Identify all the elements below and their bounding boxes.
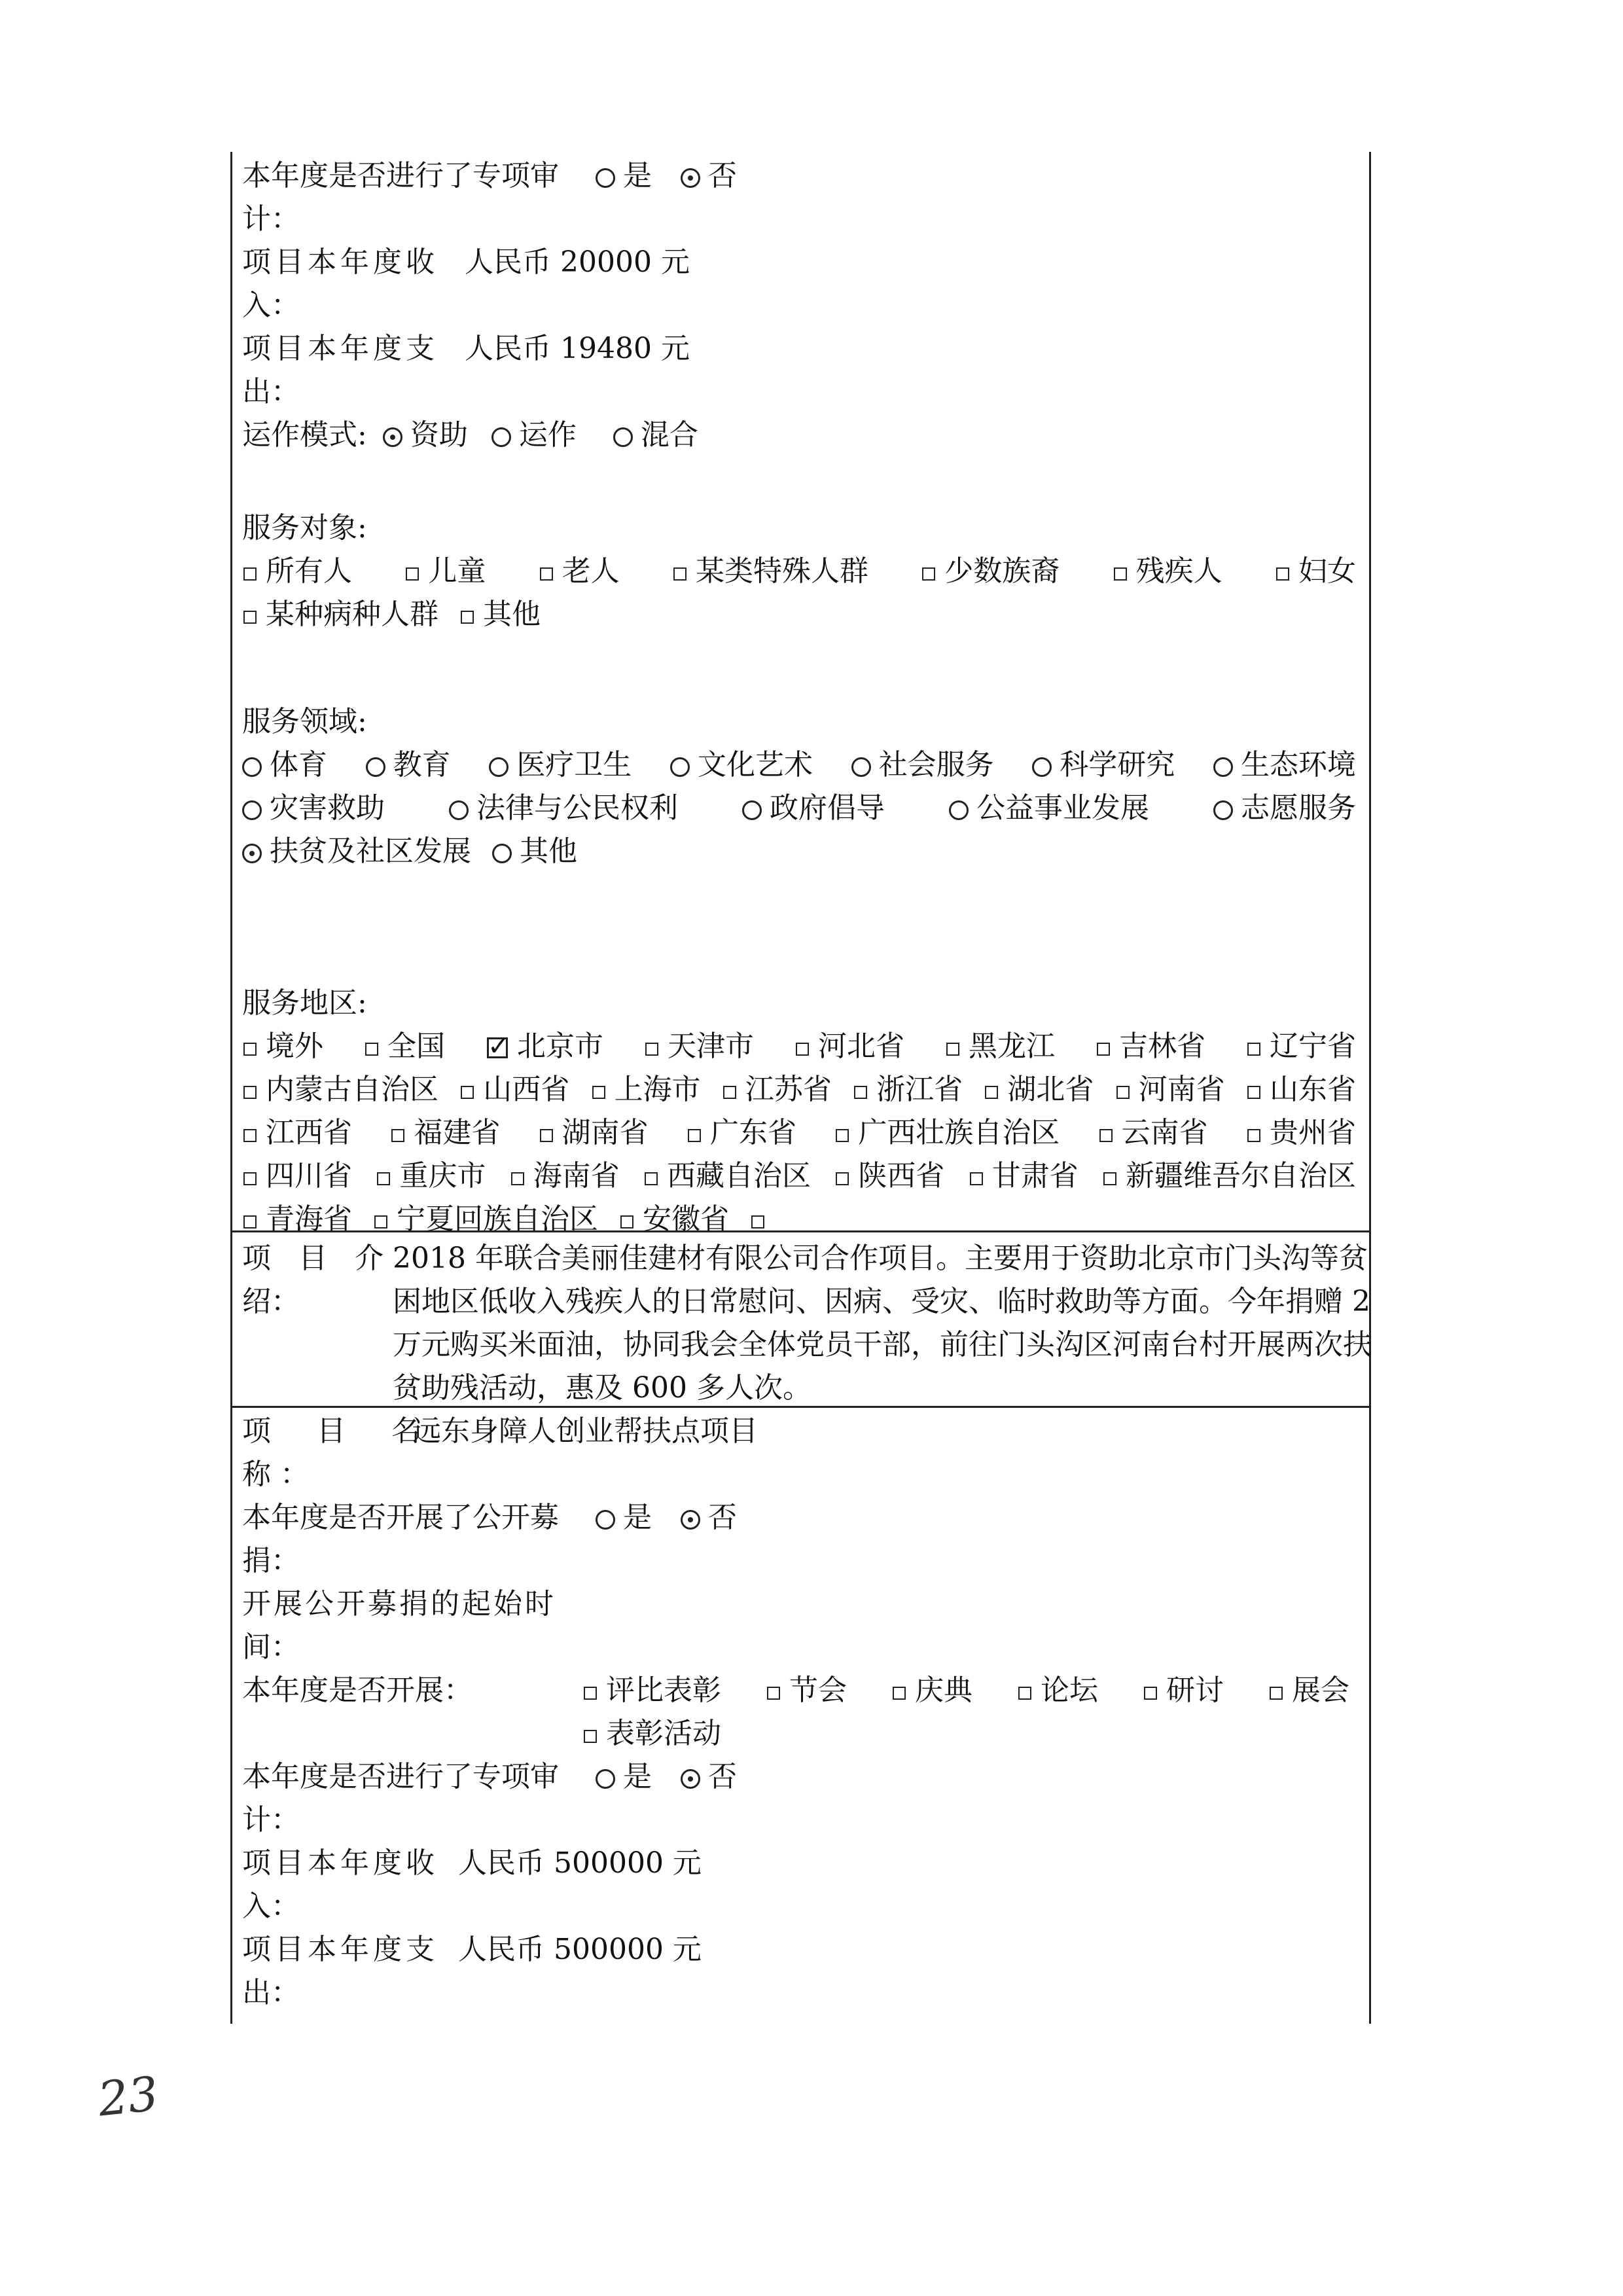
radio-no[interactable] bbox=[681, 168, 700, 188]
table-right-border bbox=[1369, 152, 1371, 2024]
audit-label: 本年度是否进行了专项审 bbox=[242, 1760, 559, 1793]
radio-mode-operate[interactable] bbox=[491, 427, 511, 447]
expense-label: 项目本年度支 bbox=[242, 1933, 438, 1966]
targets-list: 所有人 儿童 老人 某类特殊人群 少数族裔 残疾人 妇女 某种病种人群 其他 bbox=[242, 550, 1368, 636]
fundraise-label-cont: 捐： bbox=[242, 1544, 300, 1577]
checkbox[interactable] bbox=[1247, 1086, 1260, 1099]
radio[interactable] bbox=[742, 800, 762, 820]
regions-label: 服务地区: bbox=[242, 986, 367, 1020]
intro-label: 项 目 介 bbox=[242, 1242, 393, 1275]
fundraise-label: 本年度是否开展了公开募 bbox=[242, 1501, 559, 1534]
checkbox[interactable] bbox=[243, 1215, 257, 1229]
radio[interactable] bbox=[492, 844, 512, 863]
name-label: 项 目 名 bbox=[242, 1414, 438, 1448]
checkbox[interactable] bbox=[767, 1687, 780, 1700]
radio[interactable] bbox=[670, 757, 690, 777]
checkbox[interactable] bbox=[1099, 1129, 1113, 1142]
audit-label-cont: 计： bbox=[242, 1803, 300, 1837]
checkbox-checked[interactable] bbox=[487, 1037, 508, 1058]
income-label: 项目本年度收 bbox=[242, 245, 438, 279]
radio[interactable] bbox=[851, 757, 871, 777]
checkbox[interactable] bbox=[584, 1730, 597, 1743]
radio[interactable] bbox=[1213, 800, 1233, 820]
checkbox[interactable] bbox=[243, 611, 257, 624]
radio-yes[interactable] bbox=[596, 1769, 615, 1789]
checkbox[interactable] bbox=[243, 1129, 257, 1142]
radio-no[interactable] bbox=[681, 1769, 700, 1789]
expense-label-cont: 出： bbox=[242, 375, 300, 408]
checkbox[interactable] bbox=[645, 1043, 658, 1056]
fundraise-options: 是 否 bbox=[596, 1496, 737, 1539]
radio-mode-mixed[interactable] bbox=[613, 427, 633, 447]
checkbox[interactable] bbox=[946, 1043, 959, 1056]
start-label-cont: 间： bbox=[242, 1630, 300, 1664]
radio[interactable] bbox=[949, 800, 969, 820]
checkbox[interactable] bbox=[1270, 1687, 1283, 1700]
checkbox[interactable] bbox=[391, 1129, 404, 1142]
checkbox[interactable] bbox=[1097, 1043, 1110, 1056]
checkbox[interactable] bbox=[723, 1086, 736, 1099]
checkbox[interactable] bbox=[836, 1172, 849, 1185]
checkbox[interactable] bbox=[406, 567, 419, 581]
expense-value: 人民币 19480 元 bbox=[465, 332, 690, 365]
radio[interactable] bbox=[489, 757, 508, 777]
name-value: 远东身障人创业帮扶点项目 bbox=[412, 1414, 758, 1448]
radio-selected[interactable] bbox=[242, 844, 262, 863]
audit-options: 是 否 bbox=[596, 1755, 737, 1799]
intro-line: 贫助残活动，惠及 600 多人次。 bbox=[393, 1371, 812, 1405]
checkbox[interactable] bbox=[1114, 567, 1127, 581]
checkbox[interactable] bbox=[592, 1086, 605, 1099]
radio[interactable] bbox=[1032, 757, 1052, 777]
radio[interactable] bbox=[366, 757, 385, 777]
mode-label: 运作模式: bbox=[242, 418, 367, 452]
checkbox[interactable] bbox=[751, 1215, 764, 1229]
checkbox[interactable] bbox=[243, 1043, 257, 1056]
checkbox[interactable] bbox=[854, 1086, 867, 1099]
checkbox[interactable] bbox=[540, 567, 553, 581]
intro-line: 万元购买米面油，协同我会全体党员干部，前往门头沟区河南台村开展两次扶 bbox=[393, 1328, 1372, 1361]
checkbox[interactable] bbox=[377, 1172, 390, 1185]
checkbox[interactable] bbox=[243, 1086, 257, 1099]
events-label: 本年度是否开展： bbox=[242, 1674, 473, 1707]
income-label-cont: 入： bbox=[242, 1890, 300, 1923]
intro-label-cont: 绍： bbox=[242, 1285, 300, 1318]
checkbox[interactable] bbox=[673, 567, 687, 581]
income-value: 人民币 500000 元 bbox=[458, 1846, 702, 1880]
checkbox[interactable] bbox=[1276, 567, 1289, 581]
name-label-cont: 称 ： bbox=[242, 1458, 309, 1491]
intro-line: 2018 年联合美丽佳建材有限公司合作项目。主要用于资助北京市门头沟等贫 bbox=[393, 1242, 1368, 1275]
checkbox[interactable] bbox=[540, 1129, 553, 1142]
checkbox[interactable] bbox=[1144, 1687, 1157, 1700]
checkbox[interactable] bbox=[1103, 1172, 1116, 1185]
regions-list: 境外 全国 ✓ 北京市 天津市 河北省 黑龙江 吉林省 辽宁省 内蒙古自治区 山西省 上海市 江苏省 浙江省 湖北省 河南省 山东省 江西省 福建省 湖南省 广东省 广西壮族自治区 云南省 贵州省 四川省 重庆市 海南省 西藏自治区 陕西省 甘肃省 新疆维吾尔自治区 青海省 宁夏回族自治区 安徽省 bbox=[242, 1025, 1368, 1241]
radio-yes[interactable] bbox=[596, 1510, 615, 1530]
checkbox[interactable] bbox=[1116, 1086, 1130, 1099]
audit-label: 本年度是否进行了专项审 bbox=[242, 159, 559, 192]
income-label-cont: 入： bbox=[242, 289, 300, 322]
checkbox[interactable] bbox=[584, 1687, 597, 1700]
checkbox[interactable] bbox=[243, 1172, 257, 1185]
intro-line: 困地区低收入残疾人的日常慰问、因病、受灾、临时救助等方面。今年捐赠 2 bbox=[393, 1285, 1370, 1318]
checkbox[interactable] bbox=[893, 1687, 906, 1700]
checkbox[interactable] bbox=[922, 567, 935, 581]
expense-value: 人民币 500000 元 bbox=[458, 1933, 702, 1966]
events-list: 评比表彰 节会 庆典 论坛 研讨 展会 表彰活动 bbox=[582, 1669, 1361, 1755]
targets-label: 服务对象: bbox=[242, 511, 367, 545]
checkbox[interactable] bbox=[620, 1215, 633, 1229]
checkbox[interactable] bbox=[511, 1172, 524, 1185]
checkbox[interactable] bbox=[1247, 1129, 1260, 1142]
checkbox[interactable] bbox=[374, 1215, 387, 1229]
audit-label-cont: 计： bbox=[242, 202, 300, 236]
checkbox[interactable] bbox=[688, 1129, 701, 1142]
checkbox[interactable] bbox=[461, 611, 474, 624]
start-label: 开展公开募捐的起始时 bbox=[242, 1587, 556, 1621]
checkbox[interactable] bbox=[365, 1043, 378, 1056]
radio[interactable] bbox=[242, 757, 262, 777]
income-value: 人民币 20000 元 bbox=[465, 245, 690, 279]
checkbox[interactable] bbox=[1247, 1043, 1260, 1056]
checkbox[interactable] bbox=[970, 1172, 983, 1185]
radio[interactable] bbox=[1213, 757, 1233, 777]
checkbox[interactable] bbox=[985, 1086, 998, 1099]
fields-list: 体育 教育 医疗卫生 文化艺术 社会服务 科学研究 生态环境 灾害救助 法律与公民权利 政府倡导 公益事业发展 志愿服务 扶贫及社区发展 其他 bbox=[242, 744, 1368, 873]
checkbox[interactable] bbox=[1018, 1687, 1031, 1700]
table-left-border bbox=[230, 152, 232, 2024]
expense-label-cont: 出： bbox=[242, 1976, 300, 2009]
radio-mode-grant[interactable] bbox=[383, 427, 402, 447]
checkbox[interactable] bbox=[243, 567, 257, 581]
radio-yes[interactable] bbox=[596, 168, 615, 188]
audit-options: 是 否 bbox=[596, 154, 737, 198]
expense-label: 项目本年度支 bbox=[242, 332, 438, 365]
income-label: 项目本年度收 bbox=[242, 1846, 438, 1880]
fields-label: 服务领域: bbox=[242, 705, 367, 738]
checkbox[interactable] bbox=[836, 1129, 849, 1142]
radio-no[interactable] bbox=[681, 1510, 700, 1530]
checkbox[interactable] bbox=[461, 1086, 474, 1099]
page-number: 23 bbox=[95, 2066, 161, 2127]
radio[interactable] bbox=[242, 800, 262, 820]
radio[interactable] bbox=[449, 800, 469, 820]
mode-row: 运作模式: 资助 运作 混合 bbox=[242, 418, 698, 452]
checkbox[interactable] bbox=[645, 1172, 658, 1185]
checkbox[interactable] bbox=[796, 1043, 809, 1056]
